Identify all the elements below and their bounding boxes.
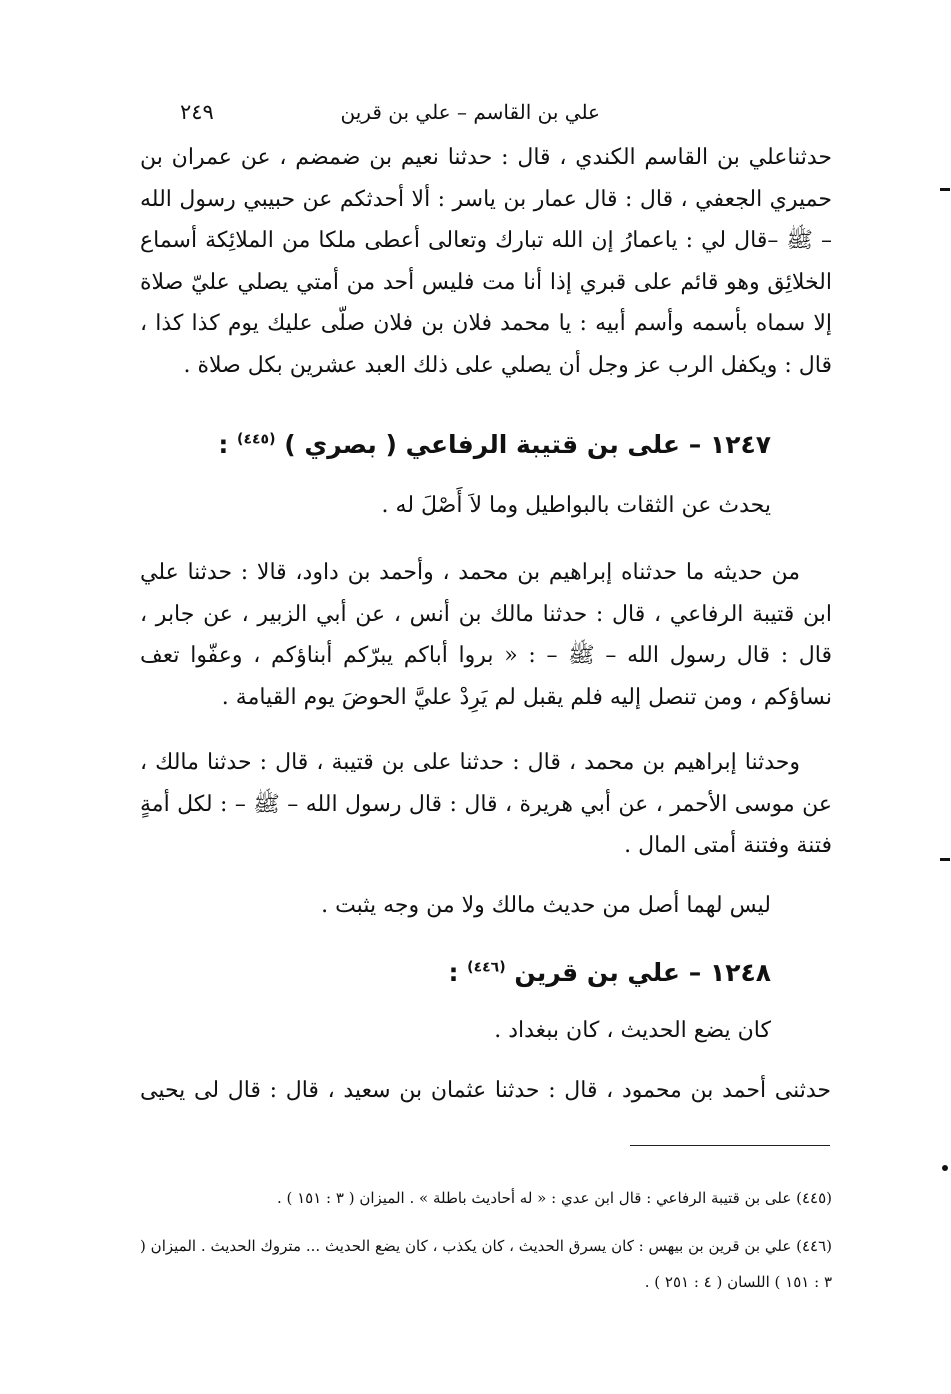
paragraph-hadith-4: حدثنى أحمد بن محمود ، قال : حدثنا عثمان بن سعيد ، قال : قال لى يحيى: [140, 1078, 831, 1103]
paragraph-hadith-2: من حديثه ما حدثناه إبراهيم بن محمد ، وأحمد بن داود، قالا : حدثنا علي ابن قتيبة الرفاعي ، قال : حدثنا مالك بن أنس ، عن أبي الزبير ، عن جابر ، قال : قال رسول الله – ﷺ – : « بروا أباكم يبرّكم أبناؤكم ، وعفّوا تعف نساؤكم ، ومن تنصل إليه فلم يقبل لم يَرِدْ عليَّ الحوضَ يوم القيامة .: [140, 560, 832, 710]
running-title: علي بن القاسم – علي بن قرين: [340, 100, 600, 124]
entry-name: على بن قتيبة الرفاعي ( بصري ): [284, 430, 681, 459]
entry-heading-1247: ١٢٤٧ – على بن قتيبة الرفاعي ( بصري ) $^{(٤٤٥)}$ :: [218, 430, 771, 459]
entry-heading-1248: ١٢٤٨ – علي بن قرين $^{(٤٤٦)}$ :: [448, 958, 771, 987]
footnote-divider: [630, 1145, 830, 1146]
margin-mark: [942, 1165, 948, 1171]
margin-mark: [940, 858, 950, 861]
paragraph-comment: ليس لهما أصل من حديث مالك ولا من وجه يثبت .: [321, 893, 771, 918]
margin-mark: [940, 188, 950, 191]
entry-number: ١٢٤٧: [709, 430, 771, 459]
footnote-446: (٤٤٦) علي بن قرين بن بيهس : كان يسرق الحديث ، كان يكذب ، كان يضع الحديث ... متروك الحديث . الميزان ( ٣ : ١٥١ ) اللسان ( ٤ : ٢٥١ ) .: [140, 1237, 832, 1291]
footnote-ref: (٤٤٦): [467, 959, 506, 976]
entry-description-1248: كان يضع الحديث ، كان ببغداد .: [494, 1018, 771, 1043]
footnote-445: (٤٤٥) على بن قتيبة الرفاعي : قال ابن عدي : « له أحاديث باطلة » . الميزان ( ٣ : ١٥١ ) .: [276, 1189, 832, 1207]
page-number: ٢٤٩: [180, 100, 214, 124]
footnotes: [140, 1180, 832, 1312]
entry-description-1247: يحدث عن الثقات بالبواطيل وما لاَ أَصْلَ له .: [381, 493, 771, 518]
heading-colon: :: [218, 430, 229, 459]
entry-number: ١٢٤٨: [709, 958, 771, 987]
footnote-ref: (٤٤٥): [237, 431, 276, 448]
entry-name: علي بن قرين: [514, 958, 681, 987]
page-header: [180, 100, 600, 134]
paragraph-hadith-1: حدثناعلي بن القاسم الكندي ، قال : حدثنا نعيم بن ضمضم ، عن عمران بن حميري الجعفي ، قال : قال عمار بن ياسر : ألا أحدثكم عن حبيبي رسول الله – ﷺ –قال لي : ياعمارُ إن الله تبارك وتعالى أعطى ملكا من الملائِكة أسماع الخلائِق وهو قائم على قبري إذا أنا مت فليس أحد من أمتي يصلي عليّ صلاة إلا سماه بأسمه وأسم أبيه : يا محمد فلان بن فلان صلّى عليك يوم كذا كذا ، قال : ويكفل الرب عز وجل أن يصلي على ذلك العبد عشرين بكل صلاة .: [140, 145, 832, 378]
heading-colon: :: [448, 958, 459, 987]
paragraph-hadith-3: وحدثنا إبراهيم بن محمد ، قال : حدثنا على بن قتيبة ، قال : حدثنا مالك ، عن موسى الأحمر ، عن أبي هريرة ، قال : قال رسول الله – ﷺ – : لكل أمةٍ فتنة وفتنة أمتى المال .: [140, 750, 832, 858]
